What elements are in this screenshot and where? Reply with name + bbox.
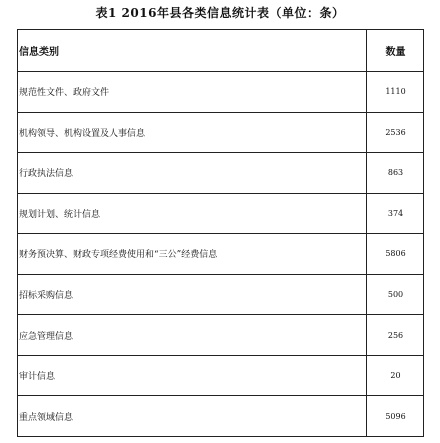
table-row: [18, 355, 424, 396]
header-count: 数量: [367, 30, 424, 72]
row-category: 机构领导、机构设置及人事信息: [18, 112, 367, 153]
row-category: 规划计划、统计信息: [18, 193, 367, 234]
info-statistics-table: [17, 29, 424, 437]
row-count: 20: [367, 355, 424, 396]
row-count: 1110: [367, 72, 424, 113]
row-category: 重点领域信息: [18, 396, 367, 437]
table-header-row: [18, 30, 424, 72]
row-count: 5096: [367, 396, 424, 437]
row-count: 863: [367, 153, 424, 194]
table-row: [18, 72, 424, 113]
row-category: 财务预决算、财政专项经费使用和“三公”经费信息: [18, 234, 367, 275]
row-category: 行政执法信息: [18, 153, 367, 194]
row-category: 审计信息: [18, 355, 367, 396]
row-category: 招标采购信息: [18, 274, 367, 315]
row-category: 应急管理信息: [18, 315, 367, 356]
row-count: 500: [367, 274, 424, 315]
row-count: 2536: [367, 112, 424, 153]
header-category: 信息类别: [18, 30, 367, 72]
table-row: [18, 234, 424, 275]
table-title: 表1 2016年县各类信息统计表（单位：条）: [95, 6, 345, 20]
row-count: 256: [367, 315, 424, 356]
table-row: [18, 112, 424, 153]
row-count: 374: [367, 193, 424, 234]
table-row: [18, 396, 424, 437]
row-count: 5806: [367, 234, 424, 275]
table-row: [18, 193, 424, 234]
table-row: [18, 274, 424, 315]
table-row: [18, 153, 424, 194]
table-row: [18, 315, 424, 356]
row-category: 规范性文件、政府文件: [18, 72, 367, 113]
